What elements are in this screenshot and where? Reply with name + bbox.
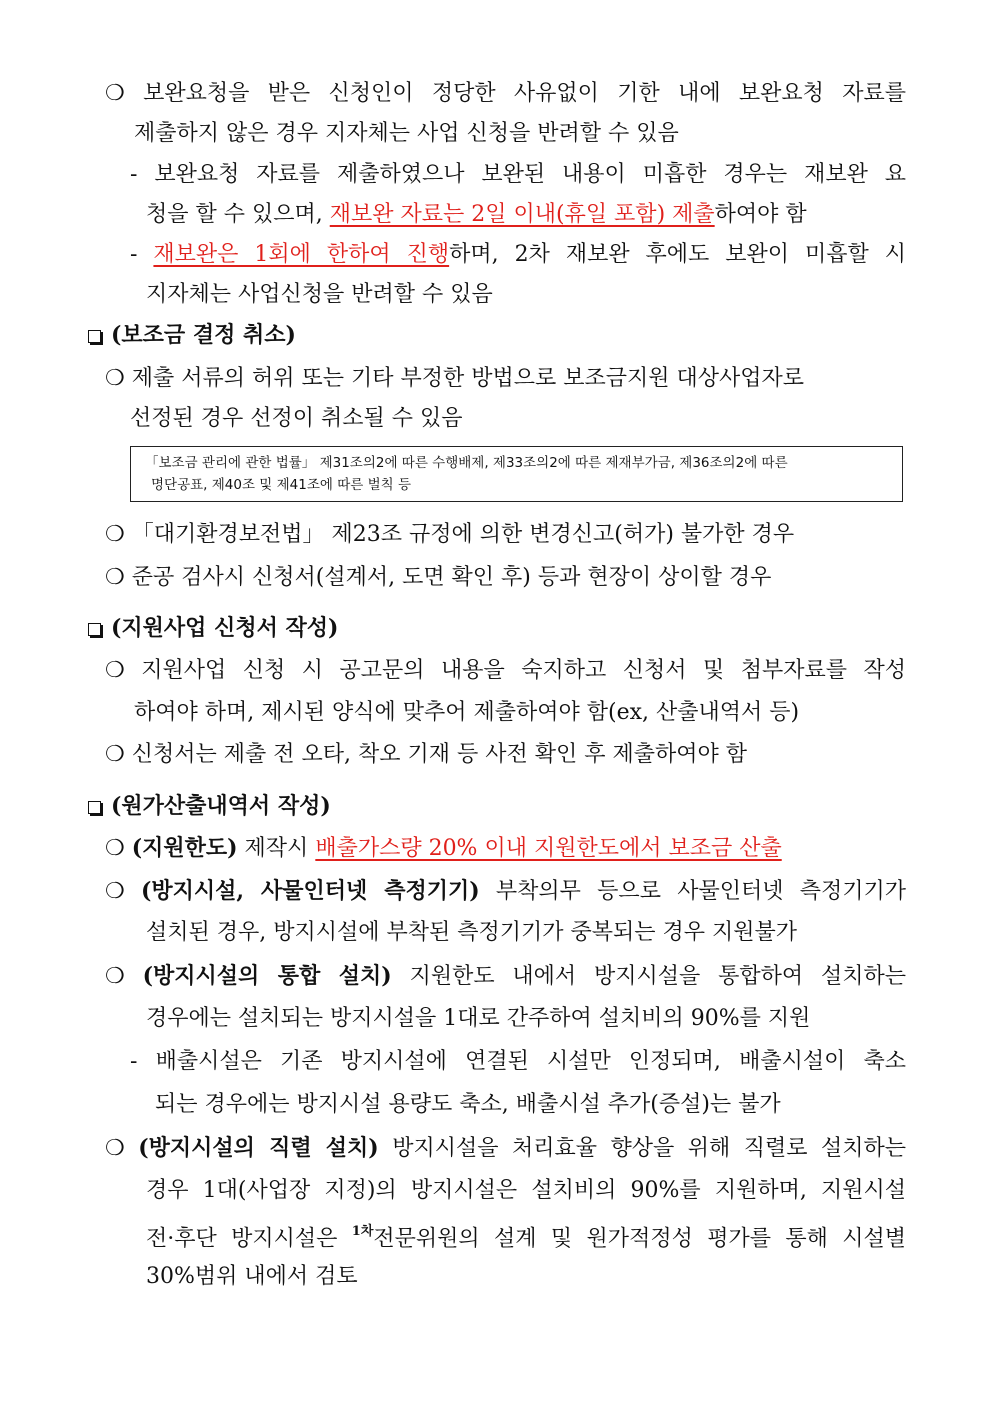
circle-bullet-icon: ❍: [105, 836, 125, 861]
bullet-line: [105, 563, 771, 593]
paragraph-text: 경우에는 설치되는 방지시설을 1대로 간주하여 설치비의 90%를 지원: [146, 1006, 811, 1031]
square-bullet-icon: [88, 330, 101, 343]
dash-item-cont: 되는 경우에는 방지시설 용량도 축소, 배출시설 추가(증설)는 불가: [155, 1092, 781, 1117]
dash-item-cont: 지자체는 사업신청을 반려할 수 있음: [146, 282, 493, 307]
section-heading: [88, 320, 296, 350]
circle-bullet-icon: ❍: [105, 81, 125, 106]
circle-bullet-icon: ❍: [105, 565, 125, 590]
text: 부착의무 등으로 사물인터넷 측정기기가: [479, 879, 906, 904]
bullet-line: [105, 833, 782, 864]
bullet-line: [105, 961, 906, 992]
bold-label: (지원한도): [131, 835, 238, 861]
text: 제작시: [237, 836, 316, 861]
bullet-line: [105, 876, 906, 907]
paragraph-text: 지원사업 신청 시 공고문의 내용을 숙지하고 신청서 및 첨부자료를 작성: [141, 658, 906, 683]
paragraph-text: 설치된 경우, 방지시설에 부착된 측정기기가 중복되는 경우 지원불가: [146, 920, 798, 945]
dash-item-cont: [146, 200, 807, 230]
highlight-red: 배출가스량 20% 이내 지원한도에서 보조금 산출: [315, 836, 782, 861]
highlight-red: 재보완은 1회에 한하여 진행: [153, 242, 450, 267]
text: 하여야 함: [714, 202, 807, 227]
circle-bullet-icon: ❍: [105, 879, 125, 904]
dash-item: - 보완요청 자료를 제출하였으나 보완된 내용이 미흡한 경우는 재보완 요: [130, 162, 906, 187]
section-heading: [88, 791, 331, 821]
paragraph-text: 30%범위 내에서 검토: [146, 1264, 358, 1289]
paragraph-text: [146, 1219, 906, 1254]
bullet-line: [105, 1133, 906, 1164]
note-line: 명단공표, 제40조 및 제41조에 따른 벌칙 등: [151, 477, 412, 493]
paragraph-text: 하여야 하며, 제시된 양식에 맞추어 제출하여야 함(ex, 산출내역서 등): [134, 700, 800, 725]
text: 하며, 2차 재보완 후에도 보완이 미흡할 시: [449, 242, 907, 267]
bullet-line: [105, 79, 906, 109]
text: 청을 할 수 있으며,: [146, 202, 330, 227]
text: -: [130, 242, 154, 267]
note-line: 「보조금 관리에 관한 법률」 제31조의2에 따른 수행배제, 제33조의2에 따른 제재부가금, 제36조의2에 따른: [145, 455, 788, 471]
heading-text: (지원사업 신청서 작성): [111, 615, 339, 641]
highlight-red: 재보완 자료는 2일 이내(휴일 포함) 제출: [329, 202, 715, 227]
legal-note-box: [130, 446, 903, 502]
circle-bullet-icon: ❍: [105, 366, 125, 391]
superscript: 1차: [351, 1224, 374, 1239]
bullet-line: [105, 656, 906, 686]
text: 전문위원의 설계 및 원가적정성 평가를 통해 시설별: [373, 1226, 906, 1252]
circle-bullet-icon: ❍: [105, 742, 125, 767]
bold-label: (방지시설, 사물인터넷 측정기기): [141, 878, 480, 904]
paragraph-text: 「대기환경보전법」 제23조 규정에 의한 변경신고(허가) 불가한 경우: [131, 522, 795, 547]
text: 방지시설을 처리효율 향상을 위해 직렬로 설치하는: [378, 1136, 907, 1161]
heading-text: (원가산출내역서 작성): [111, 793, 331, 819]
bold-label: (방지시설의 직렬 설치): [138, 1135, 379, 1161]
bold-label: (방지시설의 통합 설치): [142, 963, 392, 989]
dash-item: - 배출시설은 기존 방지시설에 연결된 시설만 인정되며, 배출시설이 축소: [130, 1049, 906, 1074]
paragraph-text: 선정된 경우 선정이 취소될 수 있음: [130, 406, 463, 431]
paragraph-text: 제출 서류의 허위 또는 기타 부정한 방법으로 보조금지원 대상사업자로: [131, 366, 804, 391]
square-bullet-icon: [88, 623, 101, 636]
circle-bullet-icon: ❍: [105, 658, 125, 683]
bullet-line: [105, 364, 804, 394]
dash-item: [130, 240, 906, 270]
paragraph-text: 제출하지 않은 경우 지자체는 사업 신청을 반려할 수 있음: [134, 121, 679, 146]
text: 전·후단 방지시설은: [146, 1226, 352, 1252]
paragraph-text: 준공 검사시 신청서(설계서, 도면 확인 후) 등과 현장이 상이할 경우: [131, 565, 772, 590]
square-bullet-icon: [88, 801, 101, 814]
heading-text: (보조금 결정 취소): [111, 322, 296, 348]
text: 지원한도 내에서 방지시설을 통합하여 설치하는: [391, 964, 907, 989]
circle-bullet-icon: ❍: [105, 964, 125, 989]
circle-bullet-icon: ❍: [105, 522, 125, 547]
bullet-line: [105, 740, 747, 770]
paragraph-text: 보완요청을 받은 신청인이 정당한 사유없이 기한 내에 보완요청 자료를: [143, 81, 906, 106]
circle-bullet-icon: ❍: [105, 1136, 125, 1161]
bullet-line: [105, 520, 794, 550]
paragraph-text: 신청서는 제출 전 오타, 착오 기재 등 사전 확인 후 제출하여야 함: [131, 742, 747, 767]
paragraph-text: 경우 1대(사업장 지정)의 방지시설은 설치비의 90%를 지원하며, 지원시설: [146, 1178, 906, 1203]
section-heading: [88, 613, 338, 643]
